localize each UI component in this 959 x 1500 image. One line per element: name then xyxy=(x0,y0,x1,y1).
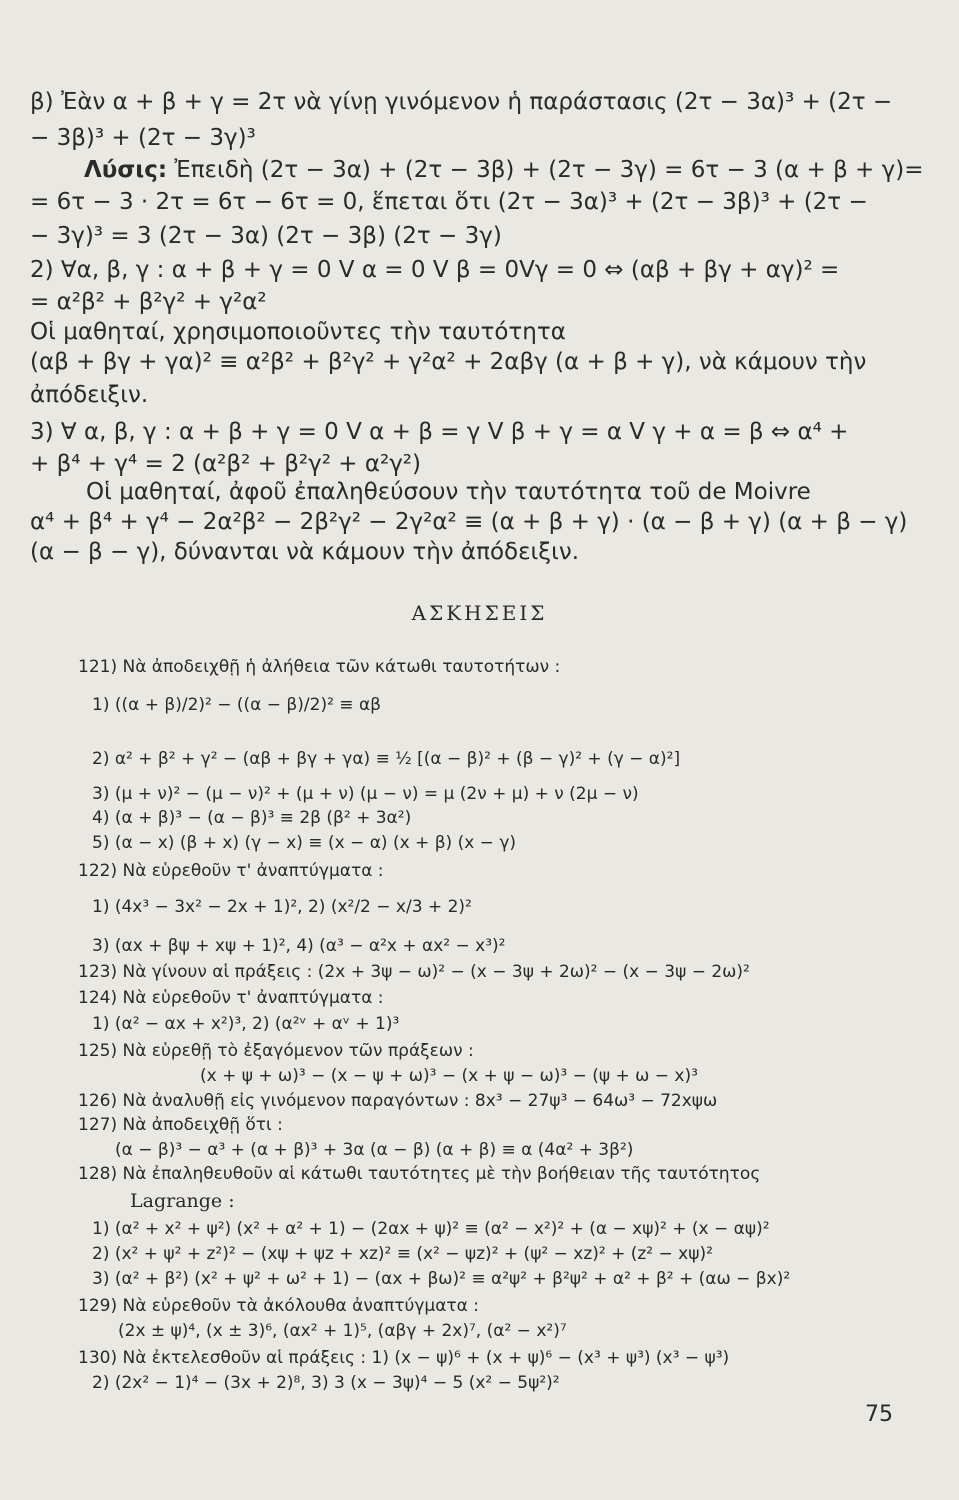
exercises-heading: ΑΣΚΗΣΕΙΣ xyxy=(411,601,548,625)
exercise-line: 1) (α² + x² + ψ²) (x² + α² + 1) − (2αx + ψ)² ≡ (α² − x²)² + (α − xψ)² + (x − αψ)² xyxy=(92,1219,770,1239)
page-number: 75 xyxy=(865,1402,893,1427)
theory-line: = α²β² + β²γ² + γ²α² xyxy=(30,289,267,315)
exercise-line: 2) α² + β² + γ² − (αβ + βγ + γα) ≡ ½ [(α − β)² + (β − γ)² + (γ − α)²] xyxy=(92,749,681,769)
theory-line xyxy=(84,156,924,184)
exercise-line: 1) ((α + β)/2)² − ((α − β)/2)² ≡ αβ xyxy=(92,695,381,715)
exercise-line: 125) Νὰ εὑρεθῇ τὸ ἐξαγόμενον τῶν πράξεων : xyxy=(78,1041,474,1061)
exercise-line: 123) Νὰ γίνουν αἱ πράξεις : (2x + 3ψ − ω)² − (x − 3ψ + 2ω)² − (x − 3ψ − 2ω)² xyxy=(78,962,750,982)
exercise-line: 1) (4x³ − 3x² − 2x + 1)², 2) (x²/2 − x/3 + 2)² xyxy=(92,897,472,917)
exercise-line: 3) (μ + ν)² − (μ − ν)² + (μ + ν) (μ − ν) = μ (2ν + μ) + ν (2μ − ν) xyxy=(92,784,639,804)
theory-line: ἀπόδειξιν. xyxy=(30,382,149,408)
exercise-line: Lagrange : xyxy=(130,1190,235,1212)
theory-line: = 6τ − 3 · 2τ = 6τ − 6τ = 0, ἕπεται ὅτι (2τ − 3α)³ + (2τ − 3β)³ + (2τ − xyxy=(30,189,868,215)
exercise-line: (2x ± ψ)⁴, (x ± 3)⁶, (αx² + 1)⁵, (αβγ + 2x)⁷, (α² − x²)⁷ xyxy=(118,1321,567,1341)
exercise-line: (x + ψ + ω)³ − (x − ψ + ω)³ − (x + ψ − ω)³ − (ψ + ω − x)³ xyxy=(200,1066,698,1086)
theory-line: Οἱ μαθηταί, ἀφοῦ ἐπαληθεύσουν τὴν ταυτότητα τοῦ de Moivre xyxy=(86,479,811,505)
exercise-line: 122) Νὰ εὑρεθοῦν τ' ἀναπτύγματα : xyxy=(78,861,384,881)
theory-line: (α − β − γ), δύνανται νὰ κάμουν τὴν ἀπόδειξιν. xyxy=(30,539,580,565)
theory-line: 3) ∀ α, β, γ : α + β + γ = 0 V α + β = γ V β + γ = α V γ + α = β ⇔ α⁴ + xyxy=(30,419,849,445)
exercise-line: (α − β)³ − α³ + (α + β)³ + 3α (α − β) (α + β) ≡ α (4α² + 3β²) xyxy=(115,1140,634,1160)
theory-line: − 3β)³ + (2τ − 3γ)³ xyxy=(30,125,256,151)
theory-line: β) Ἐὰν α + β + γ = 2τ νὰ γίνῃ γινόμενον ἡ παράστασις (2τ − 3α)³ + (2τ − xyxy=(30,89,893,115)
exercise-line: 128) Νὰ ἐπαληθευθοῦν αἱ κάτωθι ταυτότητες μὲ τὴν βοήθειαν τῆς ταυτότητος xyxy=(78,1164,761,1184)
theory-line: α⁴ + β⁴ + γ⁴ − 2α²β² − 2β²γ² − 2γ²α² ≡ (α + β + γ) · (α − β + γ) (α + β − γ) xyxy=(30,509,908,535)
theory-line: + β⁴ + γ⁴ = 2 (α²β² + β²γ² + α²γ²) xyxy=(30,451,421,477)
exercise-line: 5) (α − x) (β + x) (γ − x) ≡ (x − α) (x + β) (x − γ) xyxy=(92,833,517,853)
exercise-line: 130) Νὰ ἐκτελεσθοῦν αἱ πράξεις : 1) (x − ψ)⁶ + (x + ψ)⁶ − (x³ + ψ³) (x³ − ψ³) xyxy=(78,1348,730,1368)
exercise-line: 126) Νὰ ἀναλυθῇ εἰς γινόμενον παραγόντων : 8x³ − 27ψ³ − 64ω³ − 72xψω xyxy=(78,1091,718,1111)
exercise-line: 3) (α² + β²) (x² + ψ² + ω² + 1) − (αx + βω)² ≡ α²ψ² + β²ψ² + α² + β² + (αω − βx)² xyxy=(92,1269,791,1289)
exercise-line: 2) (2x² − 1)⁴ − (3x + 2)⁸, 3) 3 (x − 3ψ)⁴ − 5 (x² − 5ψ²)² xyxy=(92,1373,560,1393)
theory-text: Ἐπειδὴ (2τ − 3α) + (2τ − 3β) + (2τ − 3γ) = 6τ − 3 (α + β + γ)= xyxy=(167,157,924,183)
theory-line: Οἱ μαθηταί, χρησιμοποιοῦντες τὴν ταυτότητα xyxy=(30,319,566,345)
theory-line: 2) ∀α, β, γ : α + β + γ = 0 V α = 0 V β = 0Vγ = 0 ⇔ (αβ + βγ + αγ)² = xyxy=(30,257,840,283)
theory-line: − 3γ)³ = 3 (2τ − 3α) (2τ − 3β) (2τ − 3γ) xyxy=(30,223,502,249)
solution-label: Λύσις: xyxy=(84,157,168,183)
exercise-line: 121) Νὰ ἀποδειχθῇ ἡ ἀλήθεια τῶν κάτωθι ταυτοτήτων : xyxy=(78,657,561,677)
exercise-line: 1) (α² − αx + x²)³, 2) (α²ᵛ + αᵛ + 1)³ xyxy=(92,1014,400,1034)
exercise-line: 2) (x² + ψ² + z²)² − (xψ + ψz + xz)² ≡ (x² − ψz)² + (ψ² − xz)² + (z² − xψ)² xyxy=(92,1244,713,1264)
exercise-line: 127) Νὰ ἀποδειχθῇ ὅτι : xyxy=(78,1115,283,1135)
theory-line: (αβ + βγ + γα)² ≡ α²β² + β²γ² + γ²α² + 2αβγ (α + β + γ), νὰ κάμουν τὴν xyxy=(30,349,867,375)
exercise-line: 129) Νὰ εὑρεθοῦν τὰ ἀκόλουθα ἀναπτύγματα : xyxy=(78,1296,480,1316)
exercise-line: 4) (α + β)³ − (α − β)³ ≡ 2β (β² + 3α²) xyxy=(92,808,412,828)
exercise-line: 124) Νὰ εὑρεθοῦν τ' ἀναπτύγματα : xyxy=(78,988,384,1008)
exercise-line: 3) (αx + βψ + xψ + 1)², 4) (α³ − α²x + αx² − x³)² xyxy=(92,936,506,956)
